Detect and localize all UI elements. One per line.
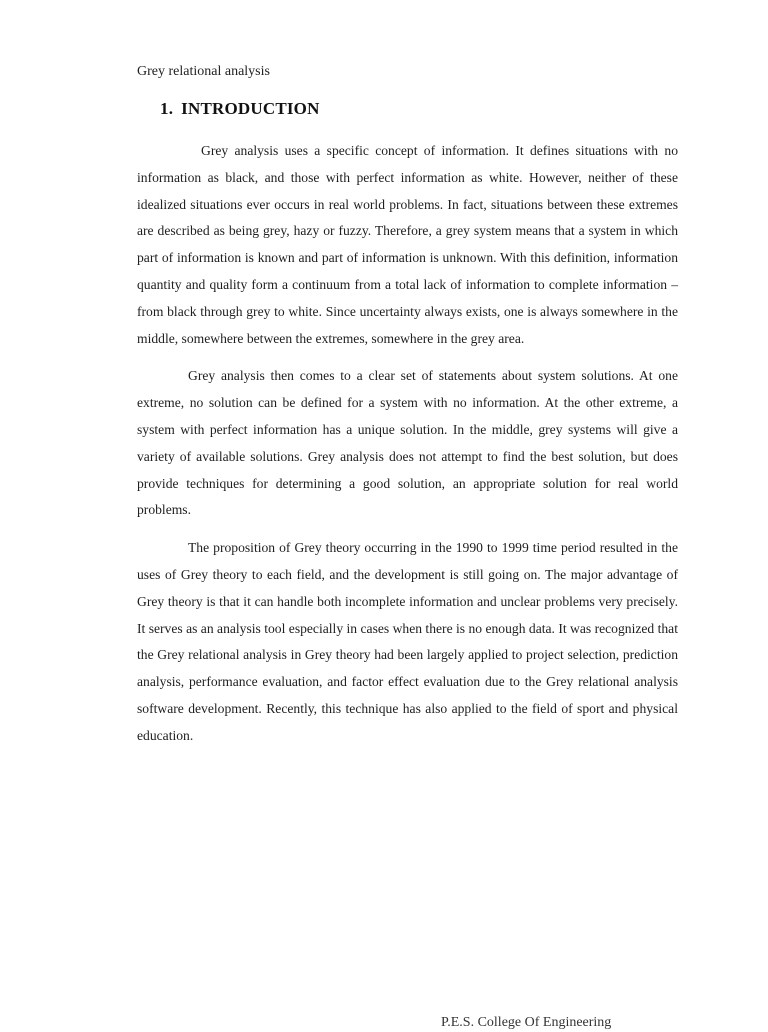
page-footer: P.E.S. College Of Engineering	[441, 1015, 612, 1030]
paragraph-2: Grey analysis then comes to a clear set of statements about system solutions. At one extreme, no solution can be defined for a system with no information. At the other extreme, a system with perfect information has a unique solution. In the middle, grey systems will give a variety of available solutions. Grey analysis does not attempt to find the best solution, but does provide techniques for determining a good solution, an appropriate solution for real world problems.	[137, 368, 678, 518]
body-text	[137, 138, 678, 761]
section-heading	[160, 98, 320, 120]
section-title: INTRODUCTION	[181, 99, 320, 118]
section-number: 1.	[160, 99, 174, 118]
paragraph-3: The proposition of Grey theory occurring in the 1990 to 1999 time period resulted in the uses of Grey theory to each field, and the development is still going on. The major advantage of Grey theory is that it can handle both incomplete information and unclear problems very precisely. It serves as an analysis tool especially in cases when there is no enough data. It was recognized that the Grey relational analysis in Grey theory had been largely applied to project selection, prediction analysis, performance evaluation, and factor effect evaluation due to the Grey relational analysis software development. Recently, this technique has also applied to the field of sport and physical education.	[137, 540, 678, 743]
paragraph-1: Grey analysis uses a specific concept of information. It defines situations with no information as black, and those with perfect information as white. However, neither of these idealized situations ever occurs in real world problems. In fact, situations between these extremes are described as being grey, hazy or fuzzy. Therefore, a grey system means that a system in which part of information is known and part of information is unknown. With this definition, information quantity and quality form a continuum from a total lack of information to complete information – from black through grey to white. Since uncertainty always exists, one is always somewhere in the middle, somewhere between the extremes, somewhere in the grey area.	[137, 143, 678, 346]
running-header: Grey relational analysis	[137, 64, 270, 79]
